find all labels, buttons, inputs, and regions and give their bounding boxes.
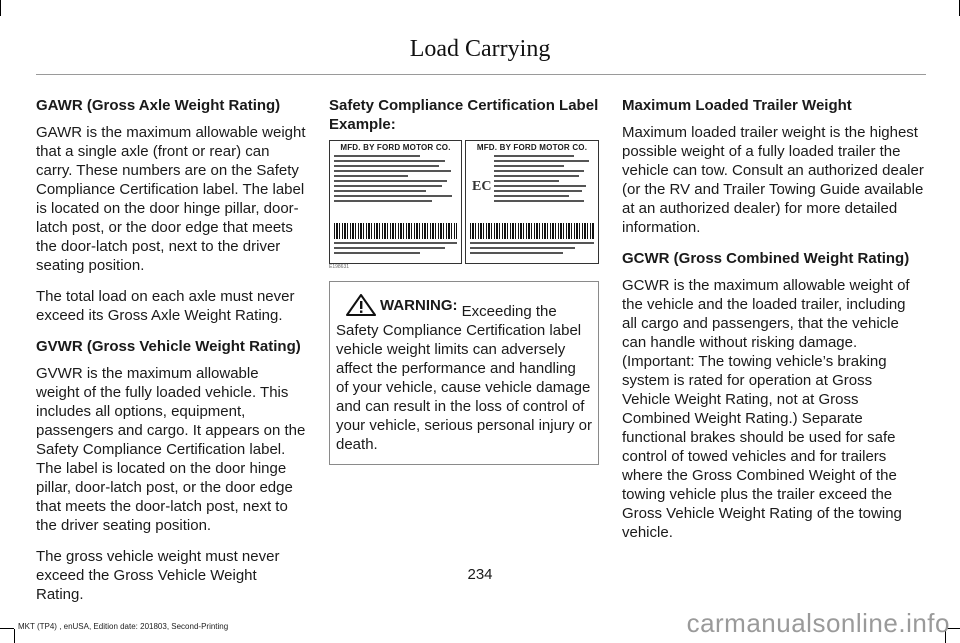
label-example-heading: Safety Compliance Certification Label Example:: [329, 97, 599, 133]
header-divider: [36, 74, 926, 75]
column-right: [622, 96, 924, 554]
crop-mark-top-left-h: [0, 0, 1, 16]
column-left: [36, 96, 306, 616]
warning-text: Exceeding the Safety Compliance Certification label vehicle weight limits can adversely affect the performance and handling of your vehicle, cause vehicle damage and can result in the loss of control of your vehicle, serious personal injury or death.: [336, 303, 592, 453]
warning-header: [336, 294, 458, 316]
label-canada-barcode: [470, 223, 594, 239]
label-canada-ec-mark: EC: [472, 179, 492, 194]
gawr-paragraph-2: The total load on each axle must never exceed its Gross Axle Weight Rating.: [36, 288, 295, 324]
column-middle: [329, 96, 599, 465]
crop-mark-bottom-left: [0, 628, 14, 629]
gvwr-heading: GVWR (Gross Vehicle Weight Rating): [36, 338, 301, 355]
warning-word: WARNING:: [380, 296, 458, 314]
gvwr-paragraph-2: The gross vehicle weight must never exceed the Gross Vehicle Weight Rating.: [36, 548, 280, 603]
page-title: Load Carrying: [409, 36, 551, 62]
label-canada-title: MFD. BY FORD MOTOR CO.: [476, 143, 588, 152]
crop-mark-bottom-left-v: [14, 629, 15, 643]
warning-triangle-icon: [346, 294, 376, 316]
label-canada-text-lines: [494, 155, 594, 205]
page-number: 234: [467, 566, 493, 583]
label-us-text-lines: [334, 155, 457, 205]
certification-label-us: [329, 140, 462, 264]
gcwr-heading: GCWR (Gross Combined Weight Rating): [622, 250, 910, 267]
gawr-paragraph-1: GAWR is the maximum allowable weight that a single axle (front or rear) can carry. These numbers are on the Safety Compliance Certification label. The label is located on the door hinge pillar, door-latch post, or the door edge that meets the door-latch post, next to the driver seating position.: [36, 124, 306, 274]
label-us-barcode: [334, 223, 457, 239]
mltw-heading: Maximum Loaded Trailer Weight: [622, 97, 852, 114]
figure-code: E198631: [329, 264, 350, 270]
label-canada-footer-lines: [470, 242, 594, 257]
gawr-heading: GAWR (Gross Axle Weight Rating): [36, 97, 281, 114]
edition-footer: MKT (TP4) , enUSA, Edition date: 201803, Second-Printing: [18, 622, 229, 631]
label-us-footer-lines: [334, 242, 457, 257]
mltw-paragraph: Maximum loaded trailer weight is the highest possible weight of a fully loaded trailer the vehicle can tow. Consult an authorized dealer (or the RV and Trailer Towing Guide available at an authorized dealer) for more detailed information.: [622, 124, 924, 236]
gvwr-paragraph-1: GVWR is the maximum allowable weight of the fully loaded vehicle. This includes all options, equipment, passengers and cargo. It appears on the Safety Compliance Certification label. The label is located on the door hinge pillar, door-latch post, or the door edge that meets the door-latch post, next to the driver seating position.: [36, 365, 306, 534]
label-us-title: MFD. BY FORD MOTOR CO.: [340, 143, 451, 152]
certification-label-canada: [465, 140, 599, 264]
certification-label-figure: [329, 140, 599, 273]
gcwr-paragraph: GCWR is the maximum allowable weight of the vehicle and the loaded trailer, including all cargo and passengers, that the vehicle can handle without risking damage. (Important: The towing vehicle’s braking system is rated for operation at Gross Vehicle Weight Rating, not at Gross Combined Weight Rating.) Separate functional brakes should be used for safe control of towed vehicles and for trailers where the Gross Combined Weight of the towing vehicle plus the trailer exceed the Gross Vehicle Weight Rating of the towing vehicle.: [622, 277, 910, 541]
watermark: carmanualsonline.info: [686, 608, 950, 638]
warning-box: [329, 281, 599, 465]
